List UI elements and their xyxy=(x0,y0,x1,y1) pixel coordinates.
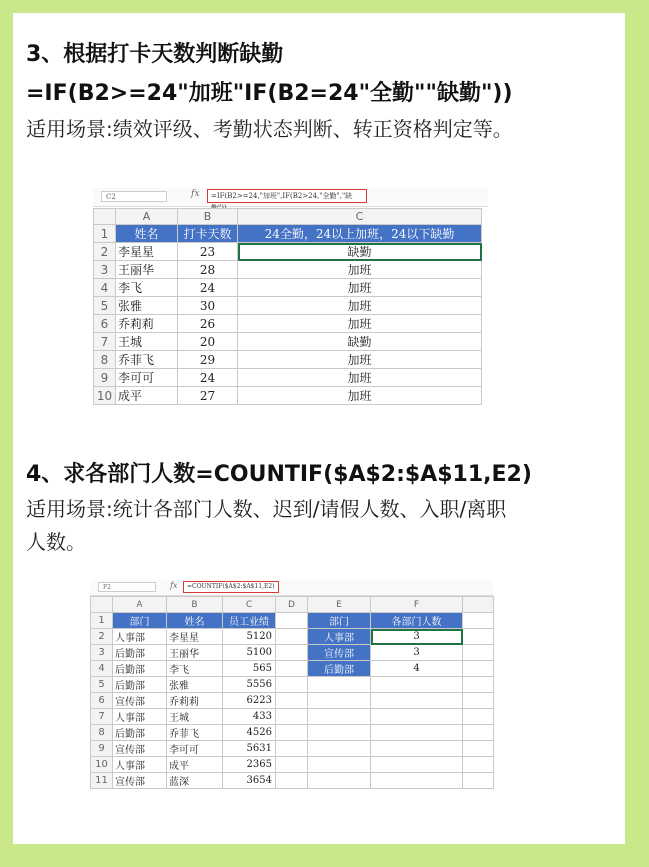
empty-cell[interactable] xyxy=(276,757,308,773)
department-sheet xyxy=(90,580,493,788)
empty-cell[interactable] xyxy=(463,645,494,661)
corner-cell[interactable] xyxy=(91,597,113,613)
row-number[interactable]: 1 xyxy=(91,613,113,629)
cell-name[interactable]: 张雅 xyxy=(116,297,178,315)
cell-days[interactable]: 28 xyxy=(178,261,238,279)
section4-title: 4、求各部门人数=COUNTIF($A$2:$A$11,E2) xyxy=(26,462,532,487)
col-header-a[interactable]: A xyxy=(116,209,178,225)
summary-department[interactable]: 宣传部 xyxy=(308,645,371,661)
summary-department[interactable]: 后勤部 xyxy=(308,661,371,677)
empty-cell[interactable] xyxy=(276,693,308,709)
cell-department[interactable]: 宣传部 xyxy=(113,741,167,757)
name-box[interactable]: C2 xyxy=(101,191,167,202)
empty-cell[interactable] xyxy=(463,613,494,629)
row-number[interactable]: 1 xyxy=(94,225,116,243)
section4-scenario-line2: 人数。 xyxy=(26,530,86,554)
cell-performance[interactable]: 433 xyxy=(223,709,276,725)
col-header-d[interactable]: D xyxy=(276,597,308,613)
empty-cell[interactable] xyxy=(308,693,371,709)
empty-cell[interactable] xyxy=(276,613,308,629)
empty-cell[interactable] xyxy=(463,725,494,741)
empty-cell[interactable] xyxy=(371,741,463,757)
cell-days[interactable]: 23 xyxy=(178,243,238,261)
summary-header-department[interactable]: 部门 xyxy=(308,613,371,629)
cell-performance[interactable]: 565 xyxy=(223,661,276,677)
cell-name[interactable]: 王丽华 xyxy=(167,645,223,661)
empty-cell[interactable] xyxy=(371,677,463,693)
empty-cell[interactable] xyxy=(276,741,308,757)
empty-cell[interactable] xyxy=(371,725,463,741)
empty-cell[interactable] xyxy=(308,725,371,741)
col-header-c[interactable]: C xyxy=(223,597,276,613)
row-number[interactable]: 2 xyxy=(91,629,113,645)
section3-formula: =IF(B2>=24"加班"IF(B2=24"全勤""缺勤")) xyxy=(26,81,513,106)
cell-performance[interactable]: 5100 xyxy=(223,645,276,661)
empty-cell[interactable] xyxy=(371,773,463,789)
formula-input[interactable]: =COUNTIF($A$2:$A$11,E2) xyxy=(183,581,279,593)
cell-name[interactable]: 乔菲飞 xyxy=(167,725,223,741)
cell-status[interactable]: 加班 xyxy=(238,351,482,369)
section3-title: 3、根据打卡天数判断缺勤 xyxy=(26,42,284,67)
cell-name[interactable]: 乔菲飞 xyxy=(116,351,178,369)
empty-cell[interactable] xyxy=(276,773,308,789)
row-number[interactable]: 4 xyxy=(94,279,116,297)
row-number[interactable]: 5 xyxy=(91,677,113,693)
row-number[interactable]: 3 xyxy=(94,261,116,279)
empty-cell[interactable] xyxy=(308,773,371,789)
row-number[interactable]: 10 xyxy=(91,757,113,773)
cell-department[interactable]: 后勤部 xyxy=(113,645,167,661)
empty-cell[interactable] xyxy=(308,757,371,773)
cell-days[interactable]: 27 xyxy=(178,387,238,405)
cell-performance[interactable]: 5120 xyxy=(223,629,276,645)
cell-days[interactable]: 20 xyxy=(178,333,238,351)
cell-status[interactable]: 加班 xyxy=(238,387,482,405)
empty-cell[interactable] xyxy=(371,693,463,709)
col-header-a[interactable]: A xyxy=(113,597,167,613)
cell-days[interactable]: 29 xyxy=(178,351,238,369)
col-header-b[interactable]: B xyxy=(178,209,238,225)
cell-status[interactable]: 加班 xyxy=(238,261,482,279)
summary-count[interactable]: 4 xyxy=(371,661,463,677)
cell-status[interactable]: 加班 xyxy=(238,315,482,333)
formula-input[interactable]: =IF(B2>=24,"加班",IF(B2>24,"全勤","缺 xyxy=(207,189,367,203)
empty-cell[interactable] xyxy=(308,677,371,693)
summary-department[interactable]: 人事部 xyxy=(308,629,371,645)
col-header-g[interactable] xyxy=(463,597,494,613)
header-performance[interactable]: 员工业绩 xyxy=(223,613,276,629)
header-days[interactable]: 打卡天数 xyxy=(178,225,238,243)
formula-bar xyxy=(90,580,493,596)
row-number[interactable]: 7 xyxy=(91,709,113,725)
corner-cell[interactable] xyxy=(94,209,116,225)
department-grid xyxy=(90,596,494,789)
cell-name[interactable]: 王城 xyxy=(167,709,223,725)
cell-name[interactable]: 李可可 xyxy=(116,369,178,387)
empty-cell[interactable] xyxy=(276,645,308,661)
cell-department[interactable]: 宣传部 xyxy=(113,693,167,709)
cell-status[interactable]: 缺勤 xyxy=(238,333,482,351)
row-number[interactable]: 5 xyxy=(94,297,116,315)
col-header-c[interactable]: C xyxy=(238,209,482,225)
empty-cell[interactable] xyxy=(276,709,308,725)
row-number[interactable]: 9 xyxy=(91,741,113,757)
cell-status[interactable]: 加班 xyxy=(238,297,482,315)
header-department[interactable]: 部门 xyxy=(113,613,167,629)
cell-name[interactable]: 李可可 xyxy=(167,741,223,757)
summary-count[interactable]: 3 xyxy=(371,645,463,661)
empty-cell[interactable] xyxy=(371,757,463,773)
content-card xyxy=(13,13,625,844)
cell-status[interactable]: 加班 xyxy=(238,279,482,297)
header-name[interactable]: 姓名 xyxy=(116,225,178,243)
row-number[interactable]: 9 xyxy=(94,369,116,387)
formula-bar xyxy=(93,188,488,207)
section4-scenario-line1: 适用场景:统计各部门人数、迟到/请假人数、入职/离职 xyxy=(26,497,507,521)
empty-cell[interactable] xyxy=(276,661,308,677)
row-number[interactable]: 11 xyxy=(91,773,113,789)
empty-cell[interactable] xyxy=(463,757,494,773)
cell-name[interactable]: 王城 xyxy=(116,333,178,351)
cell-days[interactable]: 24 xyxy=(178,369,238,387)
cell-name[interactable]: 李星星 xyxy=(167,629,223,645)
empty-cell[interactable] xyxy=(276,677,308,693)
row-number[interactable]: 2 xyxy=(94,243,116,261)
cell-performance[interactable]: 6223 xyxy=(223,693,276,709)
row-number[interactable]: 7 xyxy=(94,333,116,351)
row-number[interactable]: 8 xyxy=(91,725,113,741)
empty-cell[interactable] xyxy=(463,709,494,725)
empty-cell[interactable] xyxy=(463,629,494,645)
cell-status[interactable]: 加班 xyxy=(238,369,482,387)
cell-days[interactable]: 26 xyxy=(178,315,238,333)
empty-cell[interactable] xyxy=(463,661,494,677)
cell-performance[interactable]: 4526 xyxy=(223,725,276,741)
fx-label: fx xyxy=(191,189,200,199)
cell-performance[interactable]: 2365 xyxy=(223,757,276,773)
cell-name[interactable]: 成平 xyxy=(116,387,178,405)
cell-name[interactable]: 李星星 xyxy=(116,243,178,261)
col-header-b[interactable]: B xyxy=(167,597,223,613)
attendance-sheet xyxy=(93,188,488,403)
cell-name[interactable]: 王丽华 xyxy=(116,261,178,279)
cell-performance[interactable]: 3654 xyxy=(223,773,276,789)
col-header-f[interactable]: F xyxy=(371,597,463,613)
summary-count-selected[interactable]: 3 xyxy=(371,629,463,645)
row-number[interactable]: 4 xyxy=(91,661,113,677)
cell-performance[interactable]: 5556 xyxy=(223,677,276,693)
cell-department[interactable]: 人事部 xyxy=(113,629,167,645)
empty-cell[interactable] xyxy=(463,677,494,693)
cell-name[interactable]: 成平 xyxy=(167,757,223,773)
cell-department[interactable]: 宣传部 xyxy=(113,773,167,789)
cell-department[interactable]: 人事部 xyxy=(113,757,167,773)
cell-department[interactable]: 人事部 xyxy=(113,709,167,725)
row-number[interactable]: 3 xyxy=(91,645,113,661)
cell-department[interactable]: 后勤部 xyxy=(113,661,167,677)
fx-label: fx xyxy=(170,581,178,590)
cell-name[interactable]: 乔莉莉 xyxy=(167,693,223,709)
col-header-e[interactable]: E xyxy=(308,597,371,613)
empty-cell[interactable] xyxy=(463,693,494,709)
cell-department[interactable]: 后勤部 xyxy=(113,677,167,693)
empty-cell[interactable] xyxy=(276,629,308,645)
summary-header-count[interactable]: 各部门人数 xyxy=(371,613,463,629)
cell-status-selected[interactable]: 缺勤 xyxy=(238,243,482,261)
empty-cell[interactable] xyxy=(463,741,494,757)
cell-name[interactable]: 李飞 xyxy=(116,279,178,297)
empty-cell[interactable] xyxy=(308,741,371,757)
cell-name[interactable]: 蓝深 xyxy=(167,773,223,789)
cell-days[interactable]: 24 xyxy=(178,279,238,297)
cell-name[interactable]: 李飞 xyxy=(167,661,223,677)
row-number[interactable]: 10 xyxy=(94,387,116,405)
header-status[interactable]: 24全勤，24以上加班，24以下缺勤 xyxy=(238,225,482,243)
row-number[interactable]: 8 xyxy=(94,351,116,369)
attendance-grid xyxy=(93,208,482,405)
section3-scenario: 适用场景:绩效评级、考勤状态判断、转正资格判定等。 xyxy=(26,117,513,141)
cell-name[interactable]: 乔莉莉 xyxy=(116,315,178,333)
empty-cell[interactable] xyxy=(463,773,494,789)
row-number[interactable]: 6 xyxy=(94,315,116,333)
empty-cell[interactable] xyxy=(308,709,371,725)
cell-department[interactable]: 后勤部 xyxy=(113,725,167,741)
cell-performance[interactable]: 5631 xyxy=(223,741,276,757)
name-box[interactable]: F2 xyxy=(98,582,156,592)
cell-days[interactable]: 30 xyxy=(178,297,238,315)
empty-cell[interactable] xyxy=(371,709,463,725)
header-name[interactable]: 姓名 xyxy=(167,613,223,629)
row-number[interactable]: 6 xyxy=(91,693,113,709)
empty-cell[interactable] xyxy=(276,725,308,741)
cell-name[interactable]: 张雅 xyxy=(167,677,223,693)
